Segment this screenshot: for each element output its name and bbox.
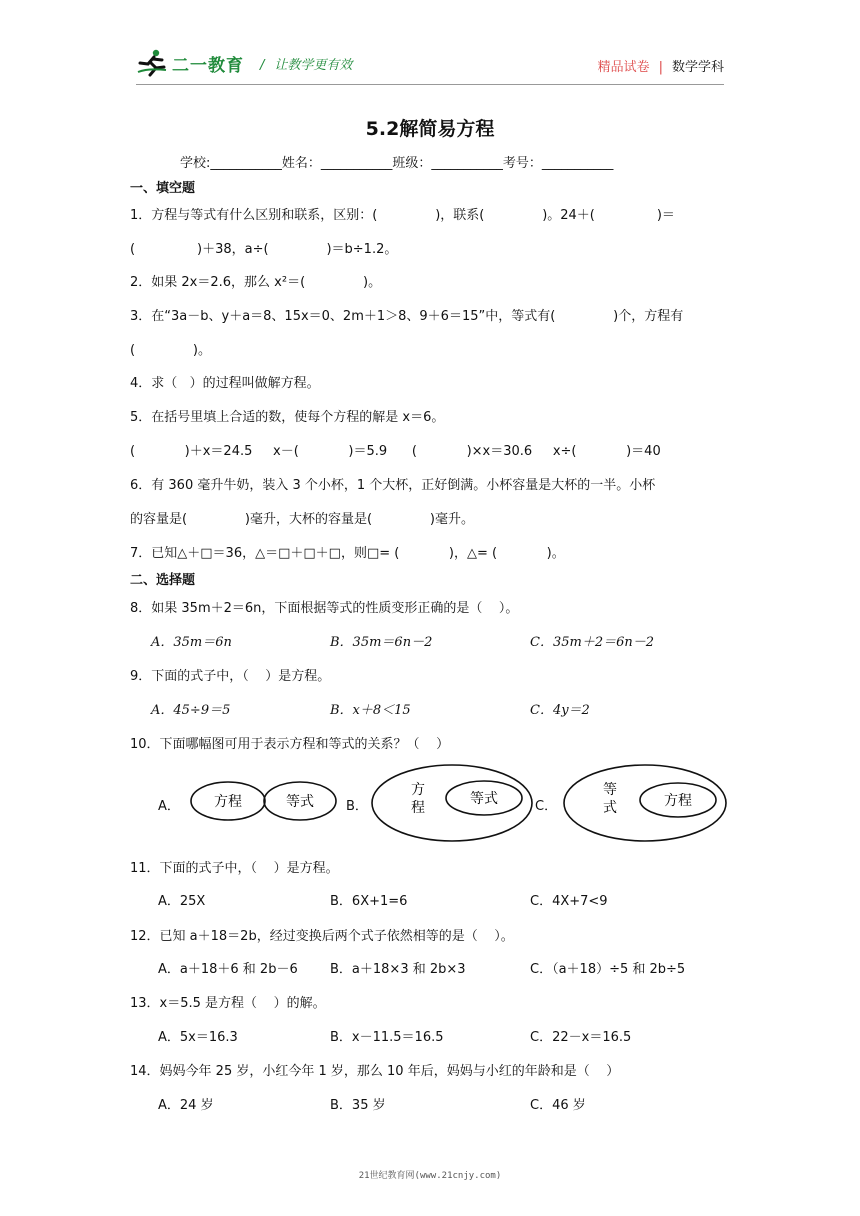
question-11-option-a: A．25X [158,894,206,909]
question-14: 14．妈妈今年 25 岁，小红今年 1 岁，那么 10 年后，妈妈与小红的年龄和是（ ） [130,1064,620,1079]
question-8-option-a: A．35m＝6n [151,635,232,650]
question-9-option-b: B．x＋8＜15 [330,703,411,718]
question-13-option-b: B．x－11.5＝16.5 [330,1030,444,1045]
header-divider [136,84,724,85]
question-14-option-a: A．24 岁 [158,1098,214,1113]
diagram-b-fang-label: 方 [411,782,425,798]
question-13-option-c: C．22－x＝16.5 [530,1030,632,1045]
diagram-c-deng-label: 等 [603,782,617,798]
question-12: 12．已知 a＋18＝2b，经过变换后两个式子依然相等的是（ ）。 [130,929,514,944]
diagram-b-dengshi-label: 等式 [470,791,498,807]
premium-tag: 精品试卷 [597,60,650,75]
diagram-a-separate-ellipses [190,776,340,828]
question-13: 13．x＝5.5 是方程（ ）的解。 [130,996,326,1011]
diagram-c-fangcheng-label: 方程 [664,793,692,809]
question-9: 9．下面的式子中，（ ）是方程。 [130,669,331,684]
section-choice: 二、选择题 [130,573,196,588]
question-14-option-c: C．46 岁 [530,1098,586,1113]
page-footer: 21世纪教育网(www.21cnjy.com) [358,1171,502,1181]
question-14-option-b: B．35 岁 [330,1098,386,1113]
logo [136,48,352,78]
page-title: 5.2解简易方程 [365,118,495,140]
question-4: 4．求（ ）的过程叫做解方程。 [130,376,320,391]
question-11-option-b: B．6X+1=6 [330,894,408,909]
question-3-line-2: ( )。 [130,343,211,358]
slogan: / 让教学更有效 [260,57,353,73]
diagram-b-equation-contains-equality [370,762,534,844]
diagram-b-cheng-label: 程 [411,800,425,816]
question-10-option-a: A． [158,799,180,814]
subject-tag: 数学学科 [671,60,724,75]
question-8-option-c: C．35m＋2＝6n－2 [530,635,655,650]
question-9-option-a: A．45÷9＝5 [151,703,231,718]
question-8: 8．如果 35m＋2＝6n，下面根据等式的性质变形正确的是（ ）。 [130,601,519,616]
question-11-option-c: C．4X+7<9 [530,894,608,909]
question-5-blanks: ( )＋x＝24.5 x－( )＝5.9 ( )×x＝30.6 x÷( )＝40 [130,444,661,459]
question-2: 2．如果 2x＝2.6，那么 x²＝( )。 [130,275,382,290]
question-13-option-a: A．5x＝16.3 [158,1030,238,1045]
question-10-option-c: C． [535,799,558,814]
question-12-option-a: A．a＋18＋6 和 2b－6 [158,962,298,977]
question-1-line-1: 1．方程与等式有什么区别和联系，区别：( )，联系( )。24＋( )＝ [130,208,675,223]
question-7: 7．已知△＋□＝36，△＝□＋□＋□，则□= ( )，△= ( )。 [130,546,565,561]
question-12-option-b: B．a＋18×3 和 2b×3 [330,962,466,977]
diagram-a-dengshi-label: 等式 [286,794,314,810]
diagram-c-equality-contains-equation [562,762,728,844]
header-tags: 精品试卷 | 数学学科 [597,60,724,75]
question-10-option-b: B． [346,799,368,814]
question-11: 11．下面的式子中，（ ）是方程。 [130,861,339,876]
question-3-line-1: 3．在“3a－b、y＋a＝8、15x＝0、2m＋1＞8、9＋6＝15”中，等式有( )个，方程有 [130,309,684,324]
question-12-option-c: C．（a＋18）÷5 和 2b÷5 [530,962,686,977]
section-fill-in: 一、填空题 [130,181,196,196]
question-9-option-c: C．4y＝2 [530,703,590,718]
question-5: 5．在括号里填上合适的数，使每个方程的解是 x＝6。 [130,410,445,425]
question-1-line-2: ( )＋38，a÷( )＝b÷1.2。 [130,242,398,257]
question-10: 10．下面哪幅图可用于表示方程和等式的关系？（ ） [130,737,450,752]
diagram-a-fangcheng-label: 方程 [214,794,242,810]
logo-text: 二一教育 [172,55,244,76]
diagram-c-shi-label: 式 [603,800,617,816]
page-header [136,46,724,86]
question-8-option-b: B．35m＝6n－2 [330,635,433,650]
question-6-line-2: 的容量是( )毫升，大杯的容量是( )毫升。 [130,512,474,527]
runner-logo-icon [136,48,170,78]
student-info-line: 学校:___________姓名：___________班级：___________考号：___________ [180,156,614,171]
question-6-line-1: 6．有 360 毫升牛奶，装入 3 个小杯，1 个大杯，正好倒满。小杯容量是大杯的一半。小杯 [130,478,656,493]
